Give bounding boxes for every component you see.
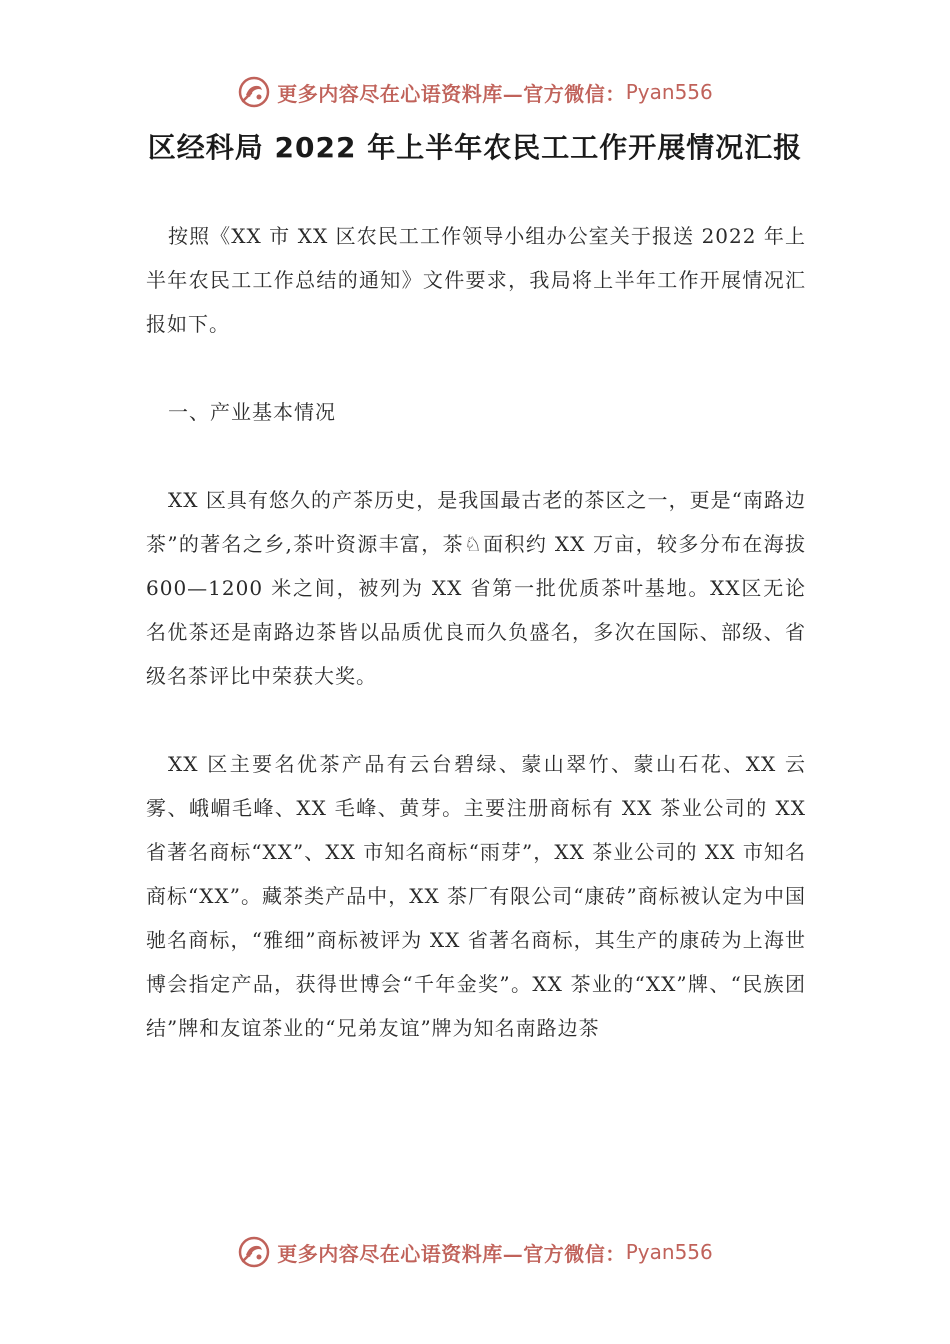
hand-heart-logo-icon — [237, 1235, 271, 1269]
body-paragraph: XX 区主要名优茶产品有云台碧绿、蒙山翠竹、蒙山石花、XX 云雾、峨嵋毛峰、XX 毛峰、黄芽。主要注册商标有 XX 茶业公司的 XX 省著名商标“XX”、XX 市知名商标“雨芽”，XX 茶业公司的 XX 市知名商标“XX”。藏茶类产品中，XX 茶厂有限公司“康砖”商标被认定为中国驰名商标，“雅细”商标被评为 XX 省著名商标，其生产的康砖为上海世博会指定产品，获得世博会“千年金奖”。XX 茶业的“XX”牌、“民族团结”牌和友谊茶业的“兄弟友谊”牌为知名南路边茶 — [146, 752, 806, 1040]
banner-text: 更多内容尽在心语资料库—官方微信： — [277, 1241, 626, 1266]
section-heading: 一、产业基本情况 — [168, 400, 336, 424]
wechat-id: Pyan556 — [625, 1240, 713, 1264]
hand-heart-logo-icon — [237, 75, 271, 109]
header-banner — [0, 72, 950, 112]
body-paragraph: XX 区具有悠久的产茶历史，是我国最古老的茶区之一，更是“南路边茶”的著名之乡,茶叶资源丰富，茶♘面积约 XX 万亩，较多分布在海拔 600—1200 米之间，被列为 XX 省第一批优质茶叶基地。XX区无论名优茶还是南路边茶皆以品质优良而久负盛名，多次在国际、部级、省级名茶评比中荣获大奖。 — [146, 488, 806, 688]
footer-banner — [0, 1232, 950, 1272]
document-body — [146, 214, 806, 1050]
banner-text: 更多内容尽在心语资料库—官方微信： — [277, 81, 626, 106]
document-title: 区经科局 2022 年上半年农民工工作开展情况汇报 — [147, 131, 803, 164]
intro-paragraph: 按照《XX 市 XX 区农民工工作领导小组办公室关于报送 2022 年上半年农民工工作总结的通知》文件要求，我局将上半年工作开展情况汇报如下。 — [146, 224, 806, 336]
wechat-id: Pyan556 — [625, 80, 713, 104]
